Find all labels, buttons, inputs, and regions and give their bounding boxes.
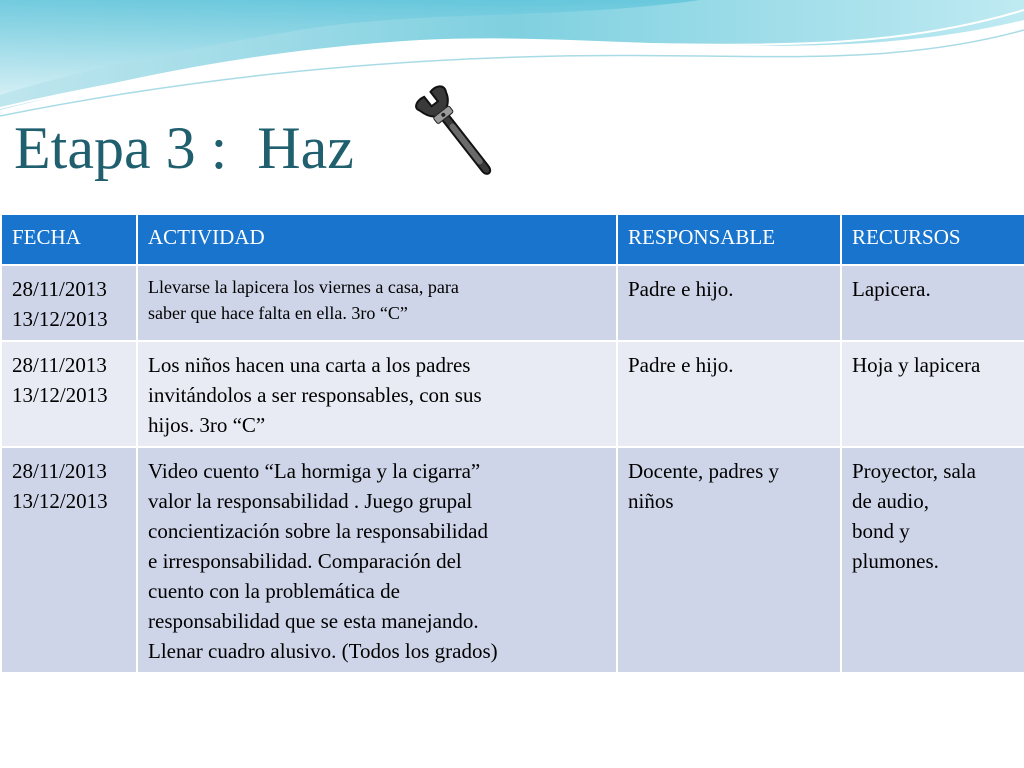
header-wave-decoration: [0, 0, 1024, 120]
activity-line: valor la responsabilidad . Juego grupal: [148, 489, 473, 513]
table-row: [1, 265, 1024, 341]
cell-recursos: [841, 341, 1024, 447]
wrench-icon: [392, 82, 512, 192]
resources-line: Lapicera.: [852, 277, 931, 301]
responsible-line: Padre e hijo.: [628, 353, 734, 377]
table-row: [1, 341, 1024, 447]
date-start: 28/11/2013: [12, 353, 107, 377]
resources-line: Hoja y lapicera: [852, 353, 981, 377]
cell-actividad: [137, 341, 617, 447]
activity-line: Los niños hacen una carta a los padres: [148, 353, 471, 377]
header-fecha: FECHA: [1, 214, 137, 265]
activity-line: Video cuento “La hormiga y la cigarra”: [148, 459, 481, 483]
date-end: 13/12/2013: [12, 489, 108, 513]
cell-recursos: [841, 265, 1024, 341]
cell-responsable: [617, 341, 841, 447]
header-actividad: ACTIVIDAD: [137, 214, 617, 265]
activity-line: cuento con la problemática de: [148, 579, 400, 603]
cell-actividad: [137, 447, 617, 673]
activity-line: Llenar cuadro alusivo. (Todos los grados): [148, 639, 498, 663]
resources-line: de audio,: [852, 489, 929, 513]
activity-line: hijos. 3ro “C”: [148, 413, 266, 437]
table-header-row: [1, 214, 1024, 265]
cell-actividad: [137, 265, 617, 341]
responsible-line: Padre e hijo.: [628, 277, 734, 301]
resources-line: Proyector, sala: [852, 459, 976, 483]
cell-responsable: [617, 447, 841, 673]
activity-line: saber que hace falta en ella. 3ro “C”: [148, 303, 408, 323]
date-start: 28/11/2013: [12, 459, 107, 483]
activity-line: concientización sobre la responsabilidad: [148, 519, 488, 543]
date-end: 13/12/2013: [12, 383, 108, 407]
activity-line: invitándolos a ser responsables, con sus: [148, 383, 482, 407]
cell-fecha: [1, 447, 137, 673]
cell-recursos: [841, 447, 1024, 673]
activity-line: Llevarse la lapicera los viernes a casa, para: [148, 277, 459, 297]
responsible-line: Docente, padres y: [628, 459, 780, 483]
table-row: [1, 447, 1024, 673]
header-responsable: RESPONSABLE: [617, 214, 841, 265]
cell-responsable: [617, 265, 841, 341]
resources-line: plumones.: [852, 549, 939, 573]
responsible-line: niños: [628, 489, 674, 513]
date-start: 28/11/2013: [12, 277, 107, 301]
slide-title: Etapa 3 : Haz: [14, 115, 354, 181]
activity-line: e irresponsabilidad. Comparación del: [148, 549, 462, 573]
activity-line: responsabilidad que se esta manejando.: [148, 609, 479, 633]
cell-fecha: [1, 341, 137, 447]
resources-line: bond y: [852, 519, 910, 543]
cell-fecha: [1, 265, 137, 341]
header-recursos: RECURSOS: [841, 214, 1024, 265]
activity-table: [0, 213, 1024, 674]
date-end: 13/12/2013: [12, 307, 108, 331]
